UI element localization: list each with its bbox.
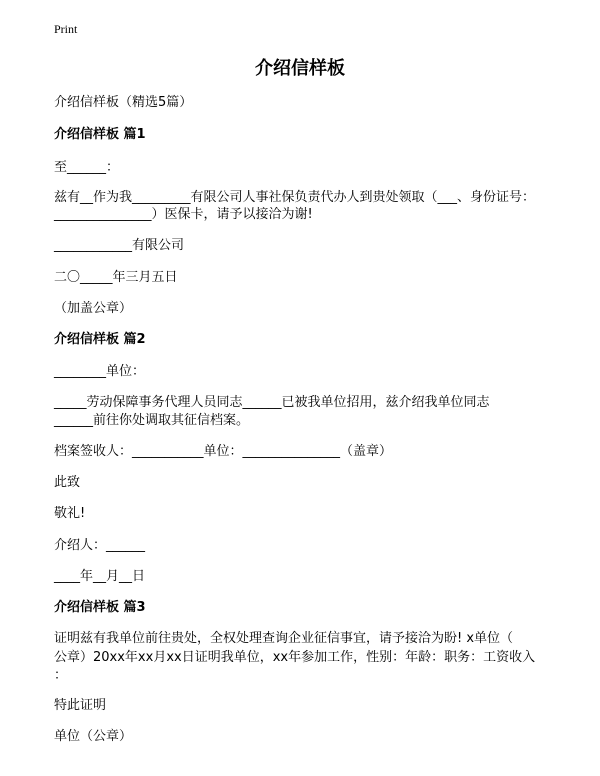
print-link[interactable]: Print	[54, 22, 78, 36]
section-1-seal-line: （加盖公章）	[54, 301, 133, 316]
section-1-date-line: 二〇_____年三月五日	[54, 270, 178, 285]
section-2-date-line: ____年__月__日	[54, 569, 146, 584]
section-2-receiver-line: 档案签收人：___________单位：_______________（盖章）	[54, 444, 393, 459]
section-1-company-line: ____________有限公司	[54, 238, 185, 253]
section-2-body-line-1: _____劳动保障事务代理人员同志______已被我单位招用，兹介绍我单位同志	[54, 395, 490, 410]
section-3-body-line-1: 证明兹有我单位前往贵处，全权处理查询企业征信事宜，请予接洽为盼! x单位（	[54, 631, 514, 646]
section-1-body-line-2: _______________）医保卡，请予以接洽为谢!	[54, 207, 313, 222]
section-1-body-line-1: 兹有__作为我_________有限公司人事社保负责代办人到贵处领取（___、身份证号：	[54, 190, 536, 205]
section-3-heading: 介绍信样板 篇3	[54, 600, 146, 615]
section-1-heading: 介绍信样板 篇1	[54, 127, 146, 142]
section-2-body-line-2: ______前往你处调取其征信档案。	[54, 413, 250, 428]
section-2-greeting-1: 此致	[54, 475, 81, 490]
page-title: 介绍信样板	[255, 58, 345, 79]
section-2-unit-line: ________单位：	[54, 364, 146, 379]
section-3-unit-seal-line: 单位（公章）	[54, 729, 133, 744]
section-1-to-line: 至______：	[54, 160, 120, 175]
section-2-introducer-line: 介绍人：______	[54, 538, 146, 553]
section-3-body-line-3: ：	[54, 668, 68, 683]
section-3-body-line-2: 公章）20xx年xx月xx日证明我单位，xx年参加工作，性别：年龄：职务：工资收入	[54, 650, 536, 665]
section-2-greeting-2: 敬礼!	[54, 506, 86, 521]
section-2-heading: 介绍信样板 篇2	[54, 332, 146, 347]
subtitle: 介绍信样板（精选5篇）	[54, 95, 193, 110]
section-3-cert-line: 特此证明	[54, 698, 107, 713]
